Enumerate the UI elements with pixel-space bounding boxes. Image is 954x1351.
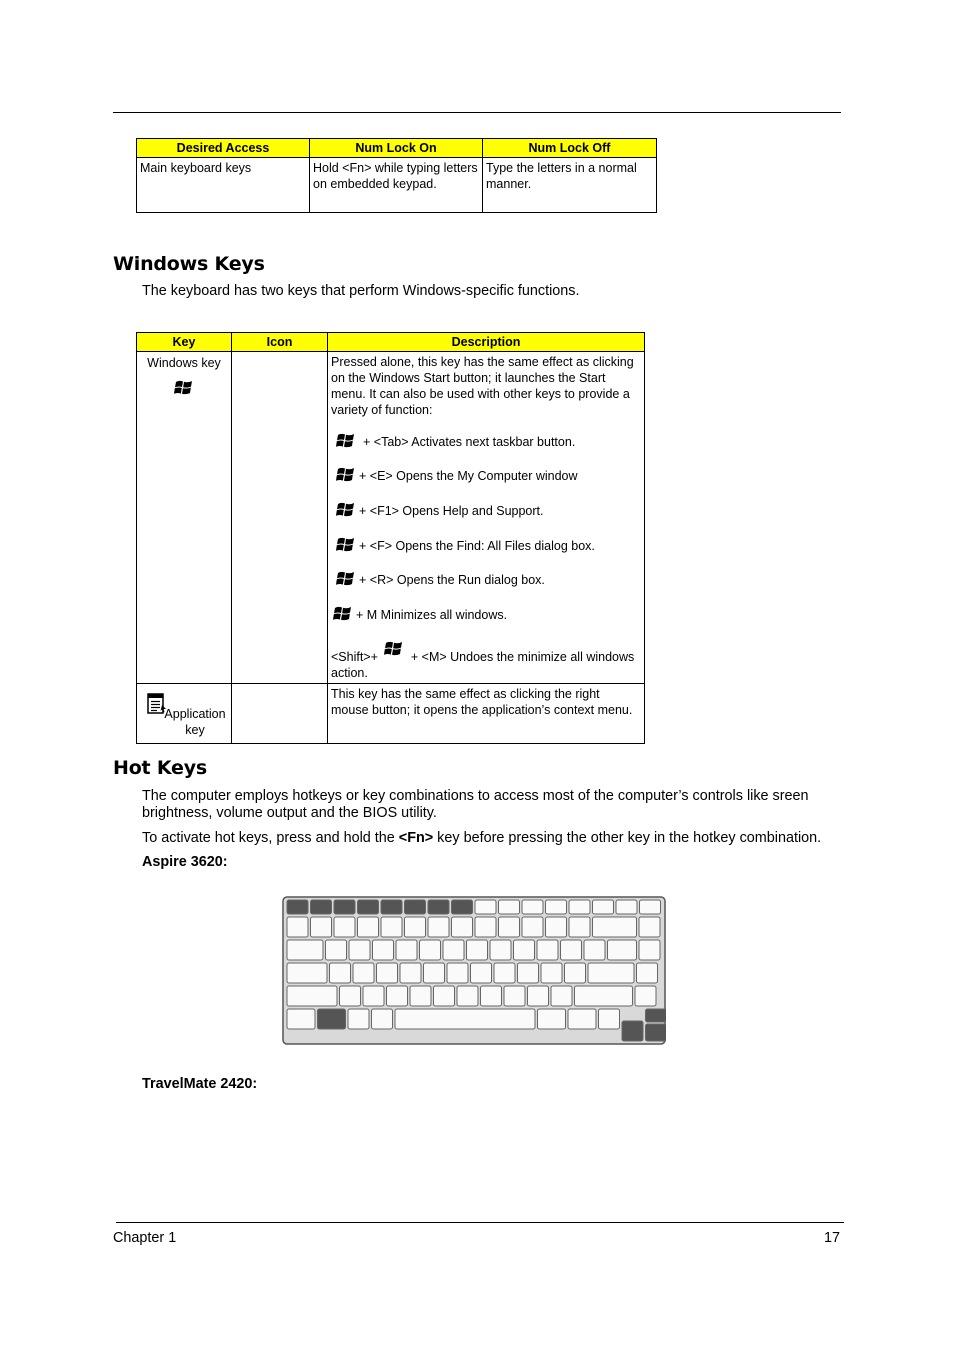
- table-header-row: [137, 333, 645, 352]
- keyboard-key: [481, 986, 502, 1006]
- keyboard-key: [622, 1021, 643, 1041]
- keyboard-key: [518, 963, 539, 983]
- windows-logo-icon: [336, 466, 356, 484]
- column-header: Key: [137, 333, 232, 352]
- keyboard-key: [452, 900, 473, 914]
- keyboard-key: [377, 963, 398, 983]
- keyboard-key: [639, 917, 660, 937]
- keyboard-key: [551, 986, 572, 1006]
- combo-text: + <F> Opens the Find: All Files dialog box.: [359, 539, 595, 553]
- model-label-travelmate: TravelMate 2420:: [142, 1076, 258, 1092]
- keyboard-key: [599, 1009, 620, 1029]
- shift-prefix: <Shift>+: [331, 650, 378, 664]
- keyboard-key: [318, 1009, 346, 1029]
- windows-logo-icon: [174, 379, 194, 397]
- keyboard-key: [522, 900, 543, 914]
- keyboard-key: [528, 986, 549, 1006]
- table-row: [137, 158, 657, 213]
- keyboard-key: [593, 917, 637, 937]
- icon-cell: [232, 352, 328, 684]
- combo-row: [331, 432, 638, 450]
- keyboard-key: [287, 940, 323, 960]
- keyboard-key: [565, 963, 586, 983]
- windows-logo-icon: [384, 640, 404, 658]
- combo-text: + <F1> Opens Help and Support.: [359, 504, 544, 518]
- keyboard-key: [608, 940, 637, 960]
- windows-keys-table: [136, 332, 645, 744]
- keyboard-key: [475, 917, 496, 937]
- hot-keys-paragraph: The computer employs hotkeys or key combinations to access most of the computer’s controls like sreen brightness, volume output and the BIOS utility.: [142, 788, 809, 821]
- table-row-windows-key: [137, 352, 645, 684]
- keyboard-key: [428, 900, 449, 914]
- hot-keys-instruction: [142, 830, 842, 847]
- windows-logo-icon: [333, 605, 353, 623]
- keyboard-key: [395, 1009, 535, 1029]
- keyboard-key: [326, 940, 347, 960]
- key-cell: [137, 684, 232, 744]
- keyboard-key: [569, 900, 590, 914]
- keyboard-key: [428, 917, 449, 937]
- keyboard-key: [349, 940, 370, 960]
- combo-row: [331, 501, 638, 519]
- keyboard-key: [568, 1009, 596, 1029]
- keyboard-key: [420, 940, 441, 960]
- application-menu-icon: [147, 693, 167, 715]
- keyboard-key: [358, 917, 379, 937]
- keyboard-key: [372, 1009, 393, 1029]
- keyboard-key: [635, 986, 656, 1006]
- icon-cell: [232, 684, 328, 744]
- keyboard-key: [640, 900, 661, 914]
- keyboard-key: [287, 1009, 315, 1029]
- section-heading-windows-keys: Windows Keys: [113, 253, 265, 275]
- shift-combo: [331, 640, 638, 681]
- keyboard-key: [405, 917, 426, 937]
- keyboard-key: [541, 963, 562, 983]
- keyboard-key: [287, 917, 308, 937]
- keyboard-key: [490, 940, 511, 960]
- keyboard-key: [311, 917, 332, 937]
- keyboard-key: [358, 900, 379, 914]
- combo-text: + <Tab> Activates next taskbar button.: [363, 435, 576, 449]
- combo-text: + <R> Opens the Run dialog box.: [359, 573, 545, 587]
- column-header: Description: [328, 333, 645, 352]
- keyboard-key: [381, 917, 402, 937]
- combo-row: [331, 605, 638, 623]
- table-cell: Hold <Fn> while typing letters on embedded keypad.: [310, 158, 483, 213]
- keyboard-key: [471, 963, 492, 983]
- keyboard-key: [639, 940, 660, 960]
- keyboard-key: [457, 986, 478, 1006]
- description-text: Pressed alone, this key has the same effect as clicking on the Windows Start button; it launches the Start menu. It can also be used with other keys to provide a variety of function:: [331, 355, 634, 417]
- keyboard-key: [287, 986, 337, 1006]
- keyboard-key: [475, 900, 496, 914]
- combo-text: + M Minimizes all windows.: [356, 608, 508, 622]
- combo-text: + <M> Undoes the minimize all windows action.: [331, 650, 635, 680]
- keyboard-key: [522, 917, 543, 937]
- keyboard-key: [396, 940, 417, 960]
- combo-row: [331, 466, 638, 484]
- table-row-application-key: [137, 684, 645, 744]
- footer-rule: [116, 1222, 844, 1223]
- instruction-text: key before pressing the other key in the hotkey combination.: [433, 830, 822, 846]
- key-name: Application key: [164, 707, 226, 737]
- combo-row: [331, 536, 638, 554]
- fn-key-label: <Fn>: [398, 830, 434, 846]
- column-header: Num Lock Off: [483, 139, 657, 158]
- keyboard-key: [373, 940, 394, 960]
- keyboard-key: [499, 900, 520, 914]
- combo-text: + <E> Opens the My Computer window: [359, 469, 578, 483]
- keyboard-key: [287, 900, 308, 914]
- table-header-row: [137, 139, 657, 158]
- keyboard-key: [584, 940, 605, 960]
- keyboard-key: [287, 963, 327, 983]
- section-heading-hot-keys: Hot Keys: [113, 757, 208, 779]
- keyboard-key: [538, 1009, 566, 1029]
- keyboard-key: [353, 963, 374, 983]
- keyboard-key: [561, 940, 582, 960]
- keyboard-key: [637, 963, 658, 983]
- keyboard-key: [588, 963, 634, 983]
- keyboard-key: [400, 963, 421, 983]
- keyboard-key: [340, 986, 361, 1006]
- keyboard-key: [410, 986, 431, 1006]
- key-name: Windows key: [147, 356, 221, 370]
- windows-logo-icon: [336, 501, 356, 519]
- footer-page-number: 17: [824, 1230, 841, 1246]
- keyboard-key: [405, 900, 426, 914]
- numlock-table: [136, 138, 657, 213]
- keyboard-key: [363, 986, 384, 1006]
- keyboard-layout-image: [282, 896, 666, 1046]
- footer-chapter: Chapter 1: [113, 1230, 177, 1246]
- keyboard-key: [546, 900, 567, 914]
- keyboard-key: [452, 917, 473, 937]
- combo-row: [331, 570, 638, 588]
- header-rule: [113, 112, 841, 113]
- table-cell: Main keyboard keys: [137, 158, 310, 213]
- windows-keys-intro: The keyboard has two keys that perform Windows-specific functions.: [142, 283, 580, 299]
- keyboard-key: [646, 1009, 667, 1022]
- keyboard-key: [348, 1009, 369, 1029]
- keyboard-key: [334, 917, 355, 937]
- keyboard-key: [546, 917, 567, 937]
- windows-logo-icon: [336, 536, 356, 554]
- keyboard-key: [575, 986, 633, 1006]
- keyboard-key: [467, 940, 488, 960]
- description-cell: [328, 352, 645, 684]
- keyboard-key: [593, 900, 614, 914]
- keyboard-key: [443, 940, 464, 960]
- table-cell: Type the letters in a normal manner.: [483, 158, 657, 213]
- keyboard-key: [646, 1024, 667, 1041]
- keyboard-key: [434, 986, 455, 1006]
- windows-logo-icon: [336, 432, 356, 450]
- windows-logo-icon: [336, 570, 356, 588]
- keyboard-key: [499, 917, 520, 937]
- keyboard-key: [311, 900, 332, 914]
- keyboard-key: [381, 900, 402, 914]
- keyboard-key: [424, 963, 445, 983]
- instruction-text: To activate hot keys, press and hold the: [142, 830, 399, 846]
- keyboard-key: [537, 940, 558, 960]
- keyboard-key: [447, 963, 468, 983]
- keyboard-key: [504, 986, 525, 1006]
- model-label-aspire: Aspire 3620:: [142, 854, 228, 870]
- keyboard-key: [334, 900, 355, 914]
- keyboard-key: [514, 940, 535, 960]
- keyboard-key: [494, 963, 515, 983]
- keyboard-key: [616, 900, 637, 914]
- column-header: Icon: [232, 333, 328, 352]
- column-header: Desired Access: [137, 139, 310, 158]
- keyboard-key: [569, 917, 590, 937]
- keyboard-key: [387, 986, 408, 1006]
- description-cell: This key has the same effect as clicking the right mouse button; it opens the application’s context menu.: [328, 684, 645, 744]
- keyboard-key: [330, 963, 351, 983]
- key-cell: [137, 352, 232, 684]
- column-header: Num Lock On: [310, 139, 483, 158]
